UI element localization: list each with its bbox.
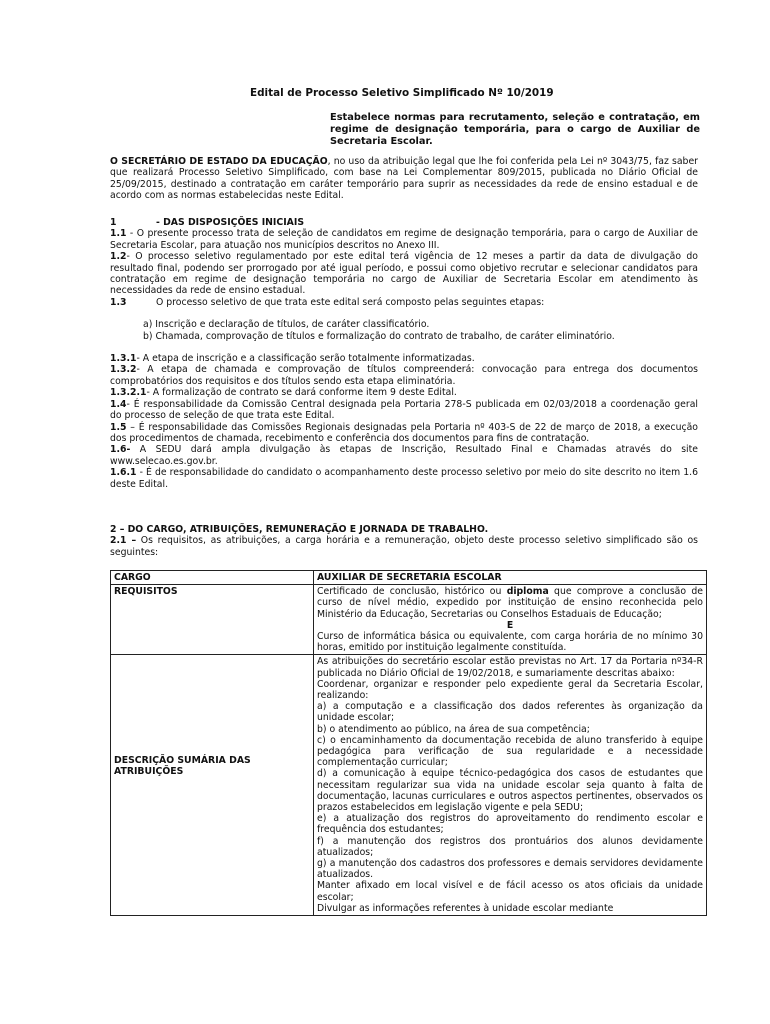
requirements-label: REQUISITOS xyxy=(111,585,314,655)
section-1-title: - DAS DISPOSIÇÕES INICIAIS xyxy=(156,217,305,228)
item-1-3-text: O processo seletivo de que trata este edital será composto pelas seguintes etapas: xyxy=(156,296,545,308)
description-line: Coordenar, organizar e responder pelo expediente geral da Secretaria Escolar, realizando: xyxy=(317,678,703,702)
position-table xyxy=(110,570,707,916)
item-1-3-b: b) Chamada, comprovação de títulos e formalização do contrato de trabalho, de caráter eliminatório. xyxy=(143,330,615,342)
item-1-3-1 xyxy=(110,353,698,364)
description-line: a) a computação e a classificação dos dados referentes às organização da unidade escolar; xyxy=(317,701,703,724)
item-1-3-1-text: - A etapa de inscrição e a classificação serão totalmente informatizadas. xyxy=(136,353,475,365)
item-1-3-2-text: - A etapa de chamada e comprovação de títulos compreenderá: convocação para entrega dos documentos comprobatórios dos requisitos e dos títulos sendo esta etapa eliminatória. xyxy=(110,364,698,387)
table-header-row xyxy=(111,571,707,585)
item-1-3-1-number: 1.3.1 xyxy=(110,353,137,365)
item-1-3-2-number: 1.3.2 xyxy=(110,364,137,376)
item-1-3 xyxy=(110,297,698,308)
description-line: As atribuições do secretário escolar estão previstas no Art. 17 da Portaria nº34-R publicada no Diário Oficial de 19/02/2018, e sumariamente descritas abaixo: xyxy=(317,656,703,679)
item-1-5-number: 1.5 xyxy=(110,421,127,433)
item-1-3-a: a) Inscrição e declaração de títulos, de caráter classificatório. xyxy=(143,319,430,331)
intro-text: , no uso da atribuição legal que lhe foi conferida pela Lei nº 3043/75, faz saber que realizará Processo Seletivo Simplificado, com base na Lei Complementar 809/2015, publicada no Diário Oficial de 25/09/2015, destinado a contratação em caráter temporário para suprir as necessidades da rede de ensino estadual e de acordo com as normas estabelecidas neste Edital. xyxy=(110,156,698,202)
requirements-cell xyxy=(314,585,707,655)
item-1-2-text: - O processo seletivo regulamentado por este edital terá vigência de 12 meses a partir da data de divulgação do resultado final, podendo ser prorrogado por até igual período, e possui como objetivo recrutar e selecionar candidatos para contratação em regime de designação temporária no cargo de Auxiliar de Secretaria Escolar em atendimento às necessidades da rede de ensino estadual. xyxy=(110,251,698,297)
table-row-description xyxy=(111,655,707,916)
requirements-text-2: Curso de informática básica ou equivalente, com carga horária de no mínimo 30 horas, emitido por instituição legalmente constituída. xyxy=(317,631,703,654)
description-line: g) a manutenção dos cadastros dos professores e demais servidores devidamente atualizados. xyxy=(317,858,703,881)
item-1-4-number: 1.4 xyxy=(110,398,127,410)
description-line: e) a atualização dos registros do aproveitamento do rendimento escolar e frequência dos estudantes; xyxy=(317,813,703,836)
item-1-6-1 xyxy=(110,467,698,490)
description-label: DESCRIÇÃO SUMÁRIA DAS ATRIBUIÇÕES xyxy=(111,655,314,916)
item-1-6-text: A SEDU dará ampla divulgação às etapas de Inscrição, Resultado Final e Chamadas através do site www.selecao.es.gov.br. xyxy=(110,444,698,467)
item-1-2 xyxy=(110,251,698,297)
item-1-6-1-number: 1.6.1 xyxy=(110,467,137,479)
item-1-3-2 xyxy=(110,364,698,387)
intro-lead: O SECRETÁRIO DE ESTADO DA EDUCAÇÃO xyxy=(110,156,328,167)
description-line: d) a comunicação à equipe técnico-pedagógica dos casos de estudantes que necessitam regularizar sua vida na unidade escolar seja quanto à falta de documentação, lacunas curriculares e outros aspectos pertinentes, observados os prazos estabelecidos em legislação vigente e pela SEDU; xyxy=(317,768,703,814)
item-1-5 xyxy=(110,422,698,445)
requirements-text-1a: Certificado de conclusão, histórico ou xyxy=(317,586,507,598)
item-2-1-text: Os requisitos, as atribuições, a carga horária e a remuneração, objeto deste processo seletivo simplificado são os seguintes: xyxy=(110,535,698,558)
description-line: c) o encaminhamento da documentação recebida de aluno transferido à equipe pedagógica para verificação de sua regularidade e a necessidade complementação curricular; xyxy=(317,734,703,769)
description-line: b) o atendimento ao público, na área de sua competência; xyxy=(317,723,590,735)
description-line: Manter afixado em local visível e de fácil acesso os atos oficiais da unidade escolar; xyxy=(317,880,703,903)
item-1-1-number: 1.1 xyxy=(110,228,127,240)
table-header-position: AUXILIAR DE SECRETARIA ESCOLAR xyxy=(314,571,707,585)
item-1-3-2-1-number: 1.3.2.1 xyxy=(110,387,147,399)
item-1-6 xyxy=(110,444,698,467)
document-subtitle: Estabelece normas para recrutamento, seleção e contratação, em regime de designação temporária, para o cargo de Auxiliar de Secretaria Escolar. xyxy=(330,112,700,147)
description-cell xyxy=(314,655,707,916)
requirements-and: E xyxy=(506,619,514,631)
section-2-heading: 2 – DO CARGO, ATRIBUIÇÕES, REMUNERAÇÃO E JORNADA DE TRABALHO. xyxy=(110,524,489,535)
table-row-requirements xyxy=(111,585,707,655)
item-1-3-2-1 xyxy=(110,387,698,398)
item-1-3-number: 1.3 xyxy=(110,296,127,308)
section-1 xyxy=(110,217,698,490)
item-1-5-text: – É responsabilidade das Comissões Regionais designadas pela Portaria nº 403-S de 22 de março de 2018, a execução dos procedimentos de chamada, recebimento e conferência dos documentos para fins de contratação. xyxy=(110,421,698,444)
requirements-text-1b: que comprove a conclusão de curso de nível médio, expedido por instituição de ensino reconhecida pelo Ministério da Educação, Secretarias ou Conselhos Estaduais de Educação; xyxy=(317,586,703,620)
item-1-4-text: - É responsabilidade da Comissão Central designada pela Portaria 278-S publicada em 02/03/2018 a coordenação geral do processo de seleção de que trata este Edital. xyxy=(110,398,698,422)
item-1-1 xyxy=(110,228,698,251)
item-2-1 xyxy=(110,535,698,558)
item-1-3-2-1-text: - A formalização de contrato se dará conforme item 9 deste Edital. xyxy=(146,387,457,399)
description-line: f) a manutenção dos registros dos prontuários dos alunos devidamente atualizados; xyxy=(317,835,703,858)
item-1-2-number: 1.2 xyxy=(110,251,127,263)
item-2-1-number: 2.1 – xyxy=(110,535,137,547)
description-line: Divulgar as informações referentes à unidade escolar mediante xyxy=(317,902,614,914)
table-header-cargo: CARGO xyxy=(111,571,314,585)
section-2 xyxy=(110,524,698,558)
document-title: Edital de Processo Seletivo Simplificado Nº 10/2019 xyxy=(250,87,554,99)
intro-paragraph xyxy=(110,156,698,202)
section-1-number: 1 xyxy=(110,217,117,228)
item-1-1-text: - O presente processo trata de seleção de candidatos em regime de designação temporária, para o cargo de Auxiliar de Secretaria Escolar, para atuação nos municípios descritos no Anexo III. xyxy=(110,228,698,251)
item-1-4 xyxy=(110,399,698,422)
item-1-6-1-text: - É de responsabilidade do candidato o acompanhamento deste processo seletivo por meio do site descrito no item 1.6 deste Edital. xyxy=(110,467,698,490)
requirements-diploma: diploma xyxy=(506,586,549,598)
section-1-heading xyxy=(110,217,304,228)
item-1-6-number: 1.6- xyxy=(110,444,131,456)
